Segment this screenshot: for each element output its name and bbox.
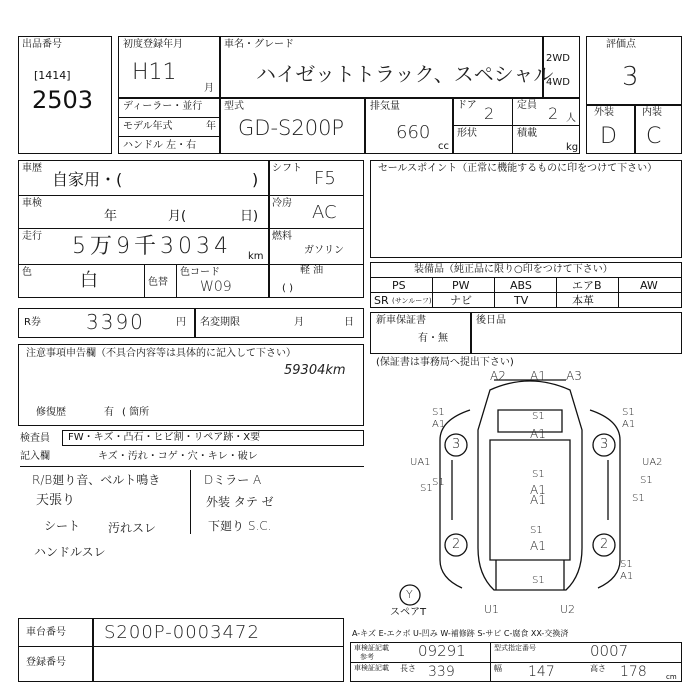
color-label: 色: [22, 267, 32, 278]
mark-a1-b: A1: [530, 427, 546, 441]
ht-unit: cm: [666, 673, 677, 681]
notes-odometer: 59304km: [284, 363, 346, 378]
mileage-label: 走行: [22, 231, 42, 242]
lot-code: [1414]: [34, 69, 71, 82]
mark-s1-j: S1: [532, 575, 545, 586]
diagram-label: (保証書は事務局へ提出下さい): [376, 357, 514, 368]
fuel-gas: ガソリン: [304, 245, 344, 256]
type-label: 型式: [224, 101, 244, 112]
eval-score: 3: [622, 62, 639, 92]
legend: A-キズ E-エクボ U-凹み W-補修跡 S-サビ C-腐食 XX-交換済: [352, 629, 569, 638]
inspector-label: 検査員: [20, 433, 50, 444]
reg-era: H11: [132, 60, 177, 85]
mark-s1-e: S1: [532, 469, 545, 480]
mark-a1-top: A1: [530, 369, 546, 383]
reg-no-label: 車検証記載: [354, 644, 389, 652]
equip-ps: PS: [392, 279, 406, 292]
history-value: 自家用・(: [52, 170, 123, 189]
load-label: 積載: [517, 128, 537, 139]
mark-s1-a: S1: [432, 407, 445, 418]
door-value: 2: [484, 104, 495, 123]
note-left-3b: 汚れスレ: [108, 521, 157, 535]
disp-value: 660: [396, 122, 431, 143]
reg-no-label2: 参考: [360, 653, 374, 661]
disp-label: 排気量: [370, 101, 400, 112]
color-value: 白: [80, 270, 98, 291]
note-right-1: Dミラー A: [204, 473, 262, 487]
fuel-paren: ( ): [282, 283, 293, 294]
interior-value: C: [646, 124, 662, 149]
ht-value: 178: [620, 664, 647, 680]
history-label: 車歴: [22, 163, 42, 174]
mark-s1-b: S1: [532, 411, 545, 422]
ht-label: 高さ: [590, 664, 606, 673]
load-unit: kg: [566, 142, 579, 153]
entry-items: キズ・汚れ・コゲ・穴・キレ・破レ: [98, 451, 258, 462]
name-change-label: 名変期限: [200, 317, 240, 328]
inspector-items: FW・キズ・凸石・ヒビ割・リペア跡・X要: [68, 432, 261, 443]
chassis-value: S200P-0003472: [104, 622, 260, 643]
mark-s1-d: S1: [420, 483, 433, 494]
mark-a2: A2: [490, 369, 506, 383]
reg-month: 月: [204, 83, 214, 94]
reg-no-value: 09291: [418, 642, 466, 660]
color-code-label: 色コード: [180, 267, 220, 278]
lot-number: 2503: [32, 86, 94, 114]
reg-number-label: 登録番号: [26, 657, 66, 668]
len-label: 長さ: [400, 664, 416, 673]
ref2-value: 0007: [590, 642, 629, 660]
sales-label: セールスポイント（正常に機能するものに印をつけて下さい）: [378, 163, 658, 174]
equip-leather: 本革: [572, 294, 594, 307]
inspect-year: 年: [104, 209, 118, 224]
inspect-day: 日): [240, 209, 259, 224]
shape-label: 形状: [457, 128, 477, 139]
drive-4wd: 4WD: [546, 77, 570, 88]
mark-a1-c: A1: [622, 419, 636, 430]
spare-label: スペアT: [390, 607, 427, 618]
shift-value: F5: [314, 168, 336, 189]
reg-label: 初度登録年月: [123, 39, 183, 50]
note-right-2: 外装 タテ ゼ: [206, 495, 274, 509]
fuel-light: 軽 油: [300, 265, 324, 276]
rear-item-label: 後日品: [476, 315, 506, 326]
mark-a1-d: A1: [530, 483, 546, 497]
mark-u2: U2: [560, 603, 576, 616]
shift-label: シフト: [272, 163, 302, 174]
name-change-month: 月: [294, 317, 304, 328]
repair-label: 修復歴: [36, 407, 66, 418]
repair-paren: ( 箇所: [122, 407, 150, 418]
wheel-rf-mark: 3: [600, 437, 609, 452]
handle-label: ハンドル 左・右: [123, 140, 197, 151]
note-left-2: 天張り: [36, 493, 76, 508]
equip-aw: AW: [640, 279, 658, 292]
mark-a1-f: A1: [530, 539, 546, 553]
equip-tv: TV: [514, 294, 529, 307]
rtax-amount: 3390: [86, 310, 145, 334]
wheel-lr-mark: 2: [452, 537, 461, 552]
repair-value: 有: [104, 407, 114, 418]
equip-pw: PW: [452, 279, 470, 292]
mark-a1-a: A1: [432, 419, 446, 430]
mark-s1-i: S1: [620, 559, 633, 570]
wheel-lf-mark: 3: [452, 437, 461, 452]
ac-label: 冷房: [272, 198, 292, 209]
len-value: 339: [428, 664, 455, 680]
mark-s1-f: S1: [640, 475, 653, 486]
cap-unit: 人: [566, 113, 576, 124]
mark-a3: A3: [566, 369, 582, 383]
inspect-label: 車検: [22, 198, 42, 209]
name-change-day: 日: [344, 317, 354, 328]
spare-mark: Y: [406, 588, 413, 601]
rtax-yen: 円: [176, 317, 186, 328]
equip-airbag: エアB: [572, 279, 602, 292]
cap-label: 定員: [517, 100, 537, 111]
notes-label: 注意事項申告欄（不具合内容等は具体的に記入して下さい）: [26, 348, 296, 359]
color-change-label: 色替: [148, 277, 168, 288]
cap-value: 2: [548, 104, 559, 123]
mark-s1-g: S1: [632, 493, 645, 504]
mileage-unit: km: [248, 251, 264, 262]
fuel-label: 燃料: [272, 231, 292, 242]
mileage-value: 5万9千3034: [72, 234, 232, 259]
mark-u1: U1: [484, 603, 500, 616]
lot-label: 出品番号: [22, 39, 62, 50]
interior-label: 内装: [642, 107, 662, 118]
mark-a1-e: A1: [530, 493, 546, 507]
ref2-label: 型式指定番号: [494, 644, 536, 652]
note-right-3: 下廻り S.C.: [208, 519, 272, 533]
note-left-3: シート: [44, 519, 81, 533]
size-label: 車検証記載: [354, 664, 389, 672]
mark-s1-k: S1: [432, 477, 445, 488]
mark-s1-h: S1: [530, 525, 543, 536]
model-year-unit: 年: [206, 121, 216, 132]
history-close: ): [252, 170, 259, 189]
equip-navi: ナビ: [450, 294, 472, 307]
entry-label: 記入欄: [20, 451, 50, 462]
exterior-label: 外装: [594, 107, 614, 118]
type-value: GD-S200P: [238, 116, 345, 140]
door-label: ドア: [457, 100, 477, 111]
car-name: ハイゼットトラック、スペシャル: [256, 62, 554, 86]
mark-s1-c: S1: [622, 407, 635, 418]
drive-2wd: 2WD: [546, 53, 570, 64]
note-left-4: ハンドルスレ: [34, 545, 106, 559]
mark-ua1: UA1: [410, 457, 431, 468]
note-left-1: R/B廻り音、ベルト鳴き: [32, 473, 161, 487]
mark-ua2: UA2: [642, 457, 663, 468]
warranty-label: 新車保証書: [376, 315, 426, 326]
wid-label: 幅: [494, 664, 502, 673]
equip-sr: SR: [374, 294, 389, 307]
chassis-label: 車台番号: [26, 627, 66, 638]
eval-label: 評価点: [606, 39, 636, 50]
inspect-month: 月(: [168, 209, 187, 224]
equip-sr-note: (サンルーフ): [392, 297, 432, 305]
model-year-label: モデル年式: [123, 121, 173, 132]
wheel-rr-mark: 2: [600, 537, 609, 552]
color-code-value: W09: [200, 279, 232, 295]
mark-a1-g: A1: [620, 571, 634, 582]
car-label: 車名・グレード: [224, 39, 294, 50]
equip-label: 装備品（純正品に限り○印をつけて下さい）: [414, 264, 613, 275]
dealer-label: ディーラー・並行: [123, 101, 203, 112]
ac-value: AC: [312, 202, 337, 223]
equip-abs: ABS: [510, 279, 532, 292]
warranty-value: 有・無: [418, 333, 448, 344]
wid-value: 147: [528, 664, 555, 680]
rtax-label: R券: [24, 317, 41, 328]
disp-unit: cc: [438, 141, 449, 152]
exterior-value: D: [600, 124, 617, 149]
